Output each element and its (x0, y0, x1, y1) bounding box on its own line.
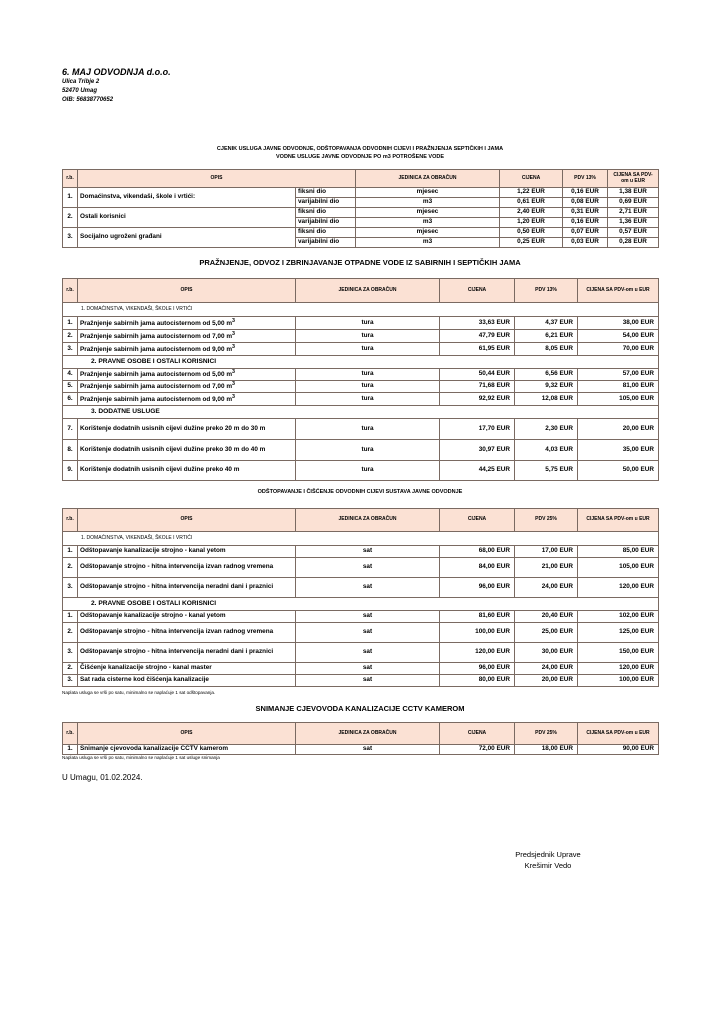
row-cijena: 17,70 EUR (440, 419, 515, 440)
row-jedinica: sat (296, 611, 440, 623)
table-row (63, 188, 659, 198)
col-ukupno: CIJENA SA PDV-om u EUR (578, 509, 659, 532)
col-cijena: CIJENA (440, 723, 515, 745)
row-cijena: 100,00 EUR (440, 623, 515, 643)
row-cijena: 68,00 EUR (440, 546, 515, 558)
row-ukupno: 54,00 EUR (578, 330, 659, 343)
row-rb: 9. (63, 461, 78, 481)
row-cijena: 92,92 EUR (440, 393, 515, 406)
row-opis: Odštopavanje kanalizacije strojno - kanal yetom (78, 546, 296, 558)
row-jedinica: tura (296, 419, 440, 440)
row-pdv: 30,00 EUR (515, 643, 578, 663)
row-ukupno: 90,00 EUR (578, 745, 659, 755)
row-opis-cell (78, 343, 296, 356)
row-ukupno: 38,00 EUR (578, 317, 659, 330)
cctv-header-row (63, 723, 659, 745)
superscript: 3 (232, 330, 235, 337)
col-ukupno: CIJENA SA PDV-om u EUR (608, 170, 659, 188)
table-row (63, 546, 659, 558)
row-cijena: 2,40 EUR (500, 208, 563, 218)
section-label: 1. DOMAĆINSTVA, VIKENDAŠI, ŠKOLE I VRTIĆI (63, 532, 659, 546)
row-jedinica: tura (296, 381, 440, 393)
emptying-header-row (63, 279, 659, 303)
superscript: 3 (232, 393, 235, 400)
table-row (63, 578, 659, 598)
col-ukupno: CIJENA SA PDV-om u EUR (578, 723, 659, 745)
row-cijena: 1,20 EUR (500, 218, 563, 228)
row-rb: 1. (63, 745, 78, 755)
row-jedinica: sat (296, 643, 440, 663)
row-ukupno: 120,00 EUR (578, 578, 659, 598)
row-cijena: 50,44 EUR (440, 369, 515, 381)
table-row (63, 393, 659, 406)
table-row (63, 461, 659, 481)
row-ukupno: 102,00 EUR (578, 611, 659, 623)
row-pdv: 18,00 EUR (515, 745, 578, 755)
row-jedinica: sat (296, 623, 440, 643)
row-cijena: 0,61 EUR (500, 198, 563, 208)
row-ukupno: 1,38 EUR (608, 188, 659, 198)
row-tip: varijabilni dio (296, 218, 356, 228)
row-ukupno: 105,00 EUR (578, 558, 659, 578)
row-cijena: 61,95 EUR (440, 343, 515, 356)
section-row (63, 356, 659, 369)
row-tip: varijabilni dio (296, 198, 356, 208)
row-pdv: 0,16 EUR (563, 218, 608, 228)
col-opis: OPIS (78, 723, 296, 745)
row-opis: Korištenje dodatnih usisnih cijevi dužine preko 30 m do 40 m (78, 440, 296, 461)
row-jedinica: m3 (356, 198, 500, 208)
row-ukupno: 35,00 EUR (578, 440, 659, 461)
row-tip: fiksni dio (296, 208, 356, 218)
row-pdv: 6,21 EUR (515, 330, 578, 343)
row-jedinica: tura (296, 317, 440, 330)
row-cijena: 96,00 EUR (440, 663, 515, 675)
row-opis: Snimanje cjevovoda kanalizacije CCTV kamerom (78, 745, 296, 755)
section-row (63, 303, 659, 317)
row-opis: Pražnjenje sabirnih jama autocisternom od 9,00 m (80, 395, 233, 403)
row-pdv: 21,00 EUR (515, 558, 578, 578)
row-jedinica: sat (296, 675, 440, 687)
row-rb: 2. (63, 663, 78, 675)
row-pdv: 4,37 EUR (515, 317, 578, 330)
row-cijena: 80,00 EUR (440, 675, 515, 687)
row-rb: 1. (63, 317, 78, 330)
row-ukupno: 105,00 EUR (578, 393, 659, 406)
table-row (63, 208, 659, 218)
col-cijena: CIJENA (440, 509, 515, 532)
emptying-title: PRAŽNJENJE, ODVOZ I ZBRINJAVANJE OTPADNE VODE IZ SABIRNIH I SEPTIČKIH JAMA (199, 258, 521, 267)
row-opis: Socijalno ugroženi građani (78, 228, 296, 248)
col-opis: OPIS (78, 279, 296, 303)
row-pdv: 5,75 EUR (515, 461, 578, 481)
pricelist-header-row (63, 170, 659, 188)
row-ukupno: 2,71 EUR (608, 208, 659, 218)
row-jedinica: sat (296, 558, 440, 578)
table-row (63, 611, 659, 623)
row-cijena: 120,00 EUR (440, 643, 515, 663)
row-jedinica: sat (296, 578, 440, 598)
table-row (63, 317, 659, 330)
row-jedinica: tura (296, 461, 440, 481)
row-opis: Odštopavanje strojno - hitna intervencija neradni dani i praznici (78, 643, 296, 663)
col-rb: r.b. (63, 170, 78, 188)
row-ukupno: 0,69 EUR (608, 198, 659, 208)
row-rb: 4. (63, 369, 78, 381)
row-opis: Ostali korisnici (78, 208, 296, 228)
unclogging-title: ODŠTOPAVANJE I ČIŠĆENJE ODVODNIH CIJEVI SUSTAVA JAVNE ODVODNJE (257, 489, 463, 495)
col-pdv: PDV 25% (515, 509, 578, 532)
col-rb: r.b. (63, 723, 78, 745)
col-pdv: PDV 13% (563, 170, 608, 188)
company-city: 52470 Umag (62, 88, 98, 94)
row-opis: Pražnjenje sabirnih jama autocisternom od 5,00 m (80, 319, 233, 327)
row-pdv: 20,40 EUR (515, 611, 578, 623)
col-pdv: PDV 25% (515, 723, 578, 745)
row-ukupno: 20,00 EUR (578, 419, 659, 440)
col-jedinica: JEDINICA ZA OBRAČUN (296, 279, 440, 303)
row-cijena: 47,79 EUR (440, 330, 515, 343)
row-rb: 6. (63, 393, 78, 406)
row-cijena: 71,68 EUR (440, 381, 515, 393)
table-row (63, 663, 659, 675)
row-opis: Pražnjenje sabirnih jama autocisternom od 7,00 m (80, 383, 233, 391)
row-opis: Domaćinstva, vikendaši, škole i vrtići: (78, 188, 296, 208)
place-date: U Umagu, 01.02.2024. (62, 773, 143, 782)
row-pdv: 0,16 EUR (563, 188, 608, 198)
row-rb: 2. (63, 208, 78, 228)
row-cijena: 0,50 EUR (500, 228, 563, 238)
row-opis: Pražnjenje sabirnih jama autocisternom od 5,00 m (80, 371, 233, 379)
table-row (63, 419, 659, 440)
row-opis: Odštopavanje strojno - hitna intervencija izvan radnog vremena (78, 558, 296, 578)
row-opis-cell (78, 381, 296, 393)
table-row (63, 643, 659, 663)
row-opis: Odštopavanje strojno - hitna intervencija izvan radnog vremena (78, 623, 296, 643)
col-jedinica: JEDINICA ZA OBRAČUN (296, 723, 440, 745)
row-cijena: 1,22 EUR (500, 188, 563, 198)
row-ukupno: 85,00 EUR (578, 546, 659, 558)
row-jedinica: tura (296, 369, 440, 381)
col-cijena: CIJENA (440, 279, 515, 303)
row-rb: 3. (63, 643, 78, 663)
col-jedinica: JEDINICA ZA OBRAČUN (296, 509, 440, 532)
table-row (63, 369, 659, 381)
row-pdv: 0,31 EUR (563, 208, 608, 218)
section-row (63, 598, 659, 611)
table-row (63, 745, 659, 755)
row-opis: Pražnjenje sabirnih jama autocisternom od 9,00 m (80, 345, 233, 353)
row-rb: 2. (63, 623, 78, 643)
row-jedinica: m3 (356, 238, 500, 248)
row-pdv: 4,03 EUR (515, 440, 578, 461)
row-ukupno: 120,00 EUR (578, 663, 659, 675)
row-rb: 1. (63, 611, 78, 623)
unclogging-header-row (63, 509, 659, 532)
unclogging-note: Naplata usluga se vrši po satu, minimalno se naplaćuje 1 sat odštopavanja. (62, 690, 216, 695)
row-ukupno: 125,00 EUR (578, 623, 659, 643)
row-cijena: 44,25 EUR (440, 461, 515, 481)
company-address: Ulica Tribje 2 (62, 79, 100, 85)
row-cijena: 96,00 EUR (440, 578, 515, 598)
row-rb: 2. (63, 330, 78, 343)
row-jedinica: sat (296, 745, 440, 755)
row-rb: 7. (63, 419, 78, 440)
sign-name: Krešimir Vedo (524, 861, 572, 870)
table-row (63, 343, 659, 356)
row-rb: 3. (63, 228, 78, 248)
pricelist-title-1: CJENIK USLUGA JAVNE ODVODNJE, ODŠTOPAVANJA ODVODNIH CIJEVI I PRAŽNJENJA SEPTIČKIH I JAMA (216, 146, 504, 152)
col-cijena: CIJENA (500, 170, 563, 188)
table-row (63, 228, 659, 238)
col-rb: r.b. (63, 279, 78, 303)
sign-title: Predsjednik Uprave (515, 850, 581, 859)
row-tip: fiksni dio (296, 228, 356, 238)
row-pdv: 6,56 EUR (515, 369, 578, 381)
row-ukupno: 0,28 EUR (608, 238, 659, 248)
row-opis: Korištenje dodatnih usisnih cijevi dužine preko 40 m (78, 461, 296, 481)
superscript: 3 (232, 317, 235, 324)
row-jedinica: mjesec (356, 228, 500, 238)
row-pdv: 0,07 EUR (563, 228, 608, 238)
row-rb: 3. (63, 675, 78, 687)
row-cijena: 33,63 EUR (440, 317, 515, 330)
table-row (63, 675, 659, 687)
row-jedinica: mjesec (356, 208, 500, 218)
row-pdv: 24,00 EUR (515, 663, 578, 675)
cctv-table (62, 722, 659, 755)
unclogging-table (62, 508, 659, 687)
row-ukupno: 50,00 EUR (578, 461, 659, 481)
section-label: 2. PRAVNE OSOBE I OSTALI KORISNICI (63, 356, 659, 369)
row-opis: Odštopavanje strojno - hitna intervencija neradni dani i praznici (78, 578, 296, 598)
row-rb: 8. (63, 440, 78, 461)
superscript: 3 (232, 343, 235, 350)
row-tip: fiksni dio (296, 188, 356, 198)
row-pdv: 2,30 EUR (515, 419, 578, 440)
col-opis: OPIS (78, 170, 356, 188)
row-jedinica: tura (296, 440, 440, 461)
table-row (63, 330, 659, 343)
row-tip: varijabilni dio (296, 238, 356, 248)
col-rb: r.b. (63, 509, 78, 532)
row-opis: Odštopavanje kanalizacije strojno - kanal yetom (78, 611, 296, 623)
row-opis-cell (78, 369, 296, 381)
col-jedinica: JEDINICA ZA OBRAČUN (356, 170, 500, 188)
row-opis: Sat rada cisterne kod čišćenja kanalizacije (78, 675, 296, 687)
row-cijena: 0,25 EUR (500, 238, 563, 248)
row-rb: 3. (63, 343, 78, 356)
row-cijena: 30,97 EUR (440, 440, 515, 461)
col-ukupno: CIJENA SA PDV-om u EUR (578, 279, 659, 303)
row-pdv: 0,03 EUR (563, 238, 608, 248)
company-oib: OIB: 56838770652 (62, 97, 114, 103)
row-cijena: 84,00 EUR (440, 558, 515, 578)
row-pdv: 9,32 EUR (515, 381, 578, 393)
row-rb: 1. (63, 188, 78, 208)
row-jedinica: m3 (356, 218, 500, 228)
row-cijena: 72,00 EUR (440, 745, 515, 755)
row-jedinica: tura (296, 343, 440, 356)
row-jedinica: sat (296, 663, 440, 675)
company-name: 6. MAJ ODVODNJA d.o.o. (62, 67, 171, 77)
row-pdv: 17,00 EUR (515, 546, 578, 558)
section-label: 2. PRAVNE OSOBE I OSTALI KORISNICI (63, 598, 659, 611)
row-ukupno: 100,00 EUR (578, 675, 659, 687)
row-rb: 2. (63, 558, 78, 578)
row-ukupno: 1,36 EUR (608, 218, 659, 228)
row-ukupno: 150,00 EUR (578, 643, 659, 663)
row-pdv: 8,05 EUR (515, 343, 578, 356)
row-rb: 3. (63, 578, 78, 598)
pricelist-title-2: VODNE USLUGE JAVNE ODVODNJE PO m3 POTROŠENE VODE (276, 154, 444, 160)
row-ukupno: 81,00 EUR (578, 381, 659, 393)
row-opis-cell (78, 393, 296, 406)
row-opis-cell (78, 317, 296, 330)
row-ukupno: 70,00 EUR (578, 343, 659, 356)
table-row (63, 440, 659, 461)
col-pdv: PDV 13% (515, 279, 578, 303)
row-jedinica: mjesec (356, 188, 500, 198)
row-jedinica: tura (296, 393, 440, 406)
row-cijena: 81,60 EUR (440, 611, 515, 623)
superscript: 3 (232, 369, 235, 376)
table-row (63, 558, 659, 578)
row-pdv: 0,08 EUR (563, 198, 608, 208)
row-ukupno: 0,57 EUR (608, 228, 659, 238)
row-rb: 5. (63, 381, 78, 393)
row-rb: 1. (63, 546, 78, 558)
row-pdv: 20,00 EUR (515, 675, 578, 687)
row-opis: Pražnjenje sabirnih jama autocisternom od 7,00 m (80, 332, 233, 340)
table-row (63, 381, 659, 393)
pricelist-table (62, 169, 659, 248)
cctv-title: SNIMANJE CJEVOVODA KANALIZACIJE CCTV KAMEROM (255, 704, 465, 713)
section-label: 1. DOMAĆINSTVA, VIKENDAŠI, ŠKOLE I VRTIĆI (63, 303, 659, 317)
row-jedinica: sat (296, 546, 440, 558)
row-pdv: 25,00 EUR (515, 623, 578, 643)
emptying-table (62, 278, 659, 481)
col-opis: OPIS (78, 509, 296, 532)
section-row (63, 406, 659, 419)
table-row (63, 623, 659, 643)
cctv-note: Naplata usluga se vrši po satu, minimalno se naplaćuje 1 sat usluge snimanja (62, 755, 220, 760)
row-opis: Korištenje dodatnih usisnih cijevi dužine preko 20 m do 30 m (78, 419, 296, 440)
superscript: 3 (232, 381, 235, 388)
row-ukupno: 57,00 EUR (578, 369, 659, 381)
row-jedinica: tura (296, 330, 440, 343)
row-pdv: 24,00 EUR (515, 578, 578, 598)
section-row (63, 532, 659, 546)
row-opis-cell (78, 330, 296, 343)
row-pdv: 12,08 EUR (515, 393, 578, 406)
row-opis: Čišćenje kanalizacije strojno - kanal master (78, 663, 296, 675)
section-label: 3. DODATNE USLUGE (63, 406, 659, 419)
